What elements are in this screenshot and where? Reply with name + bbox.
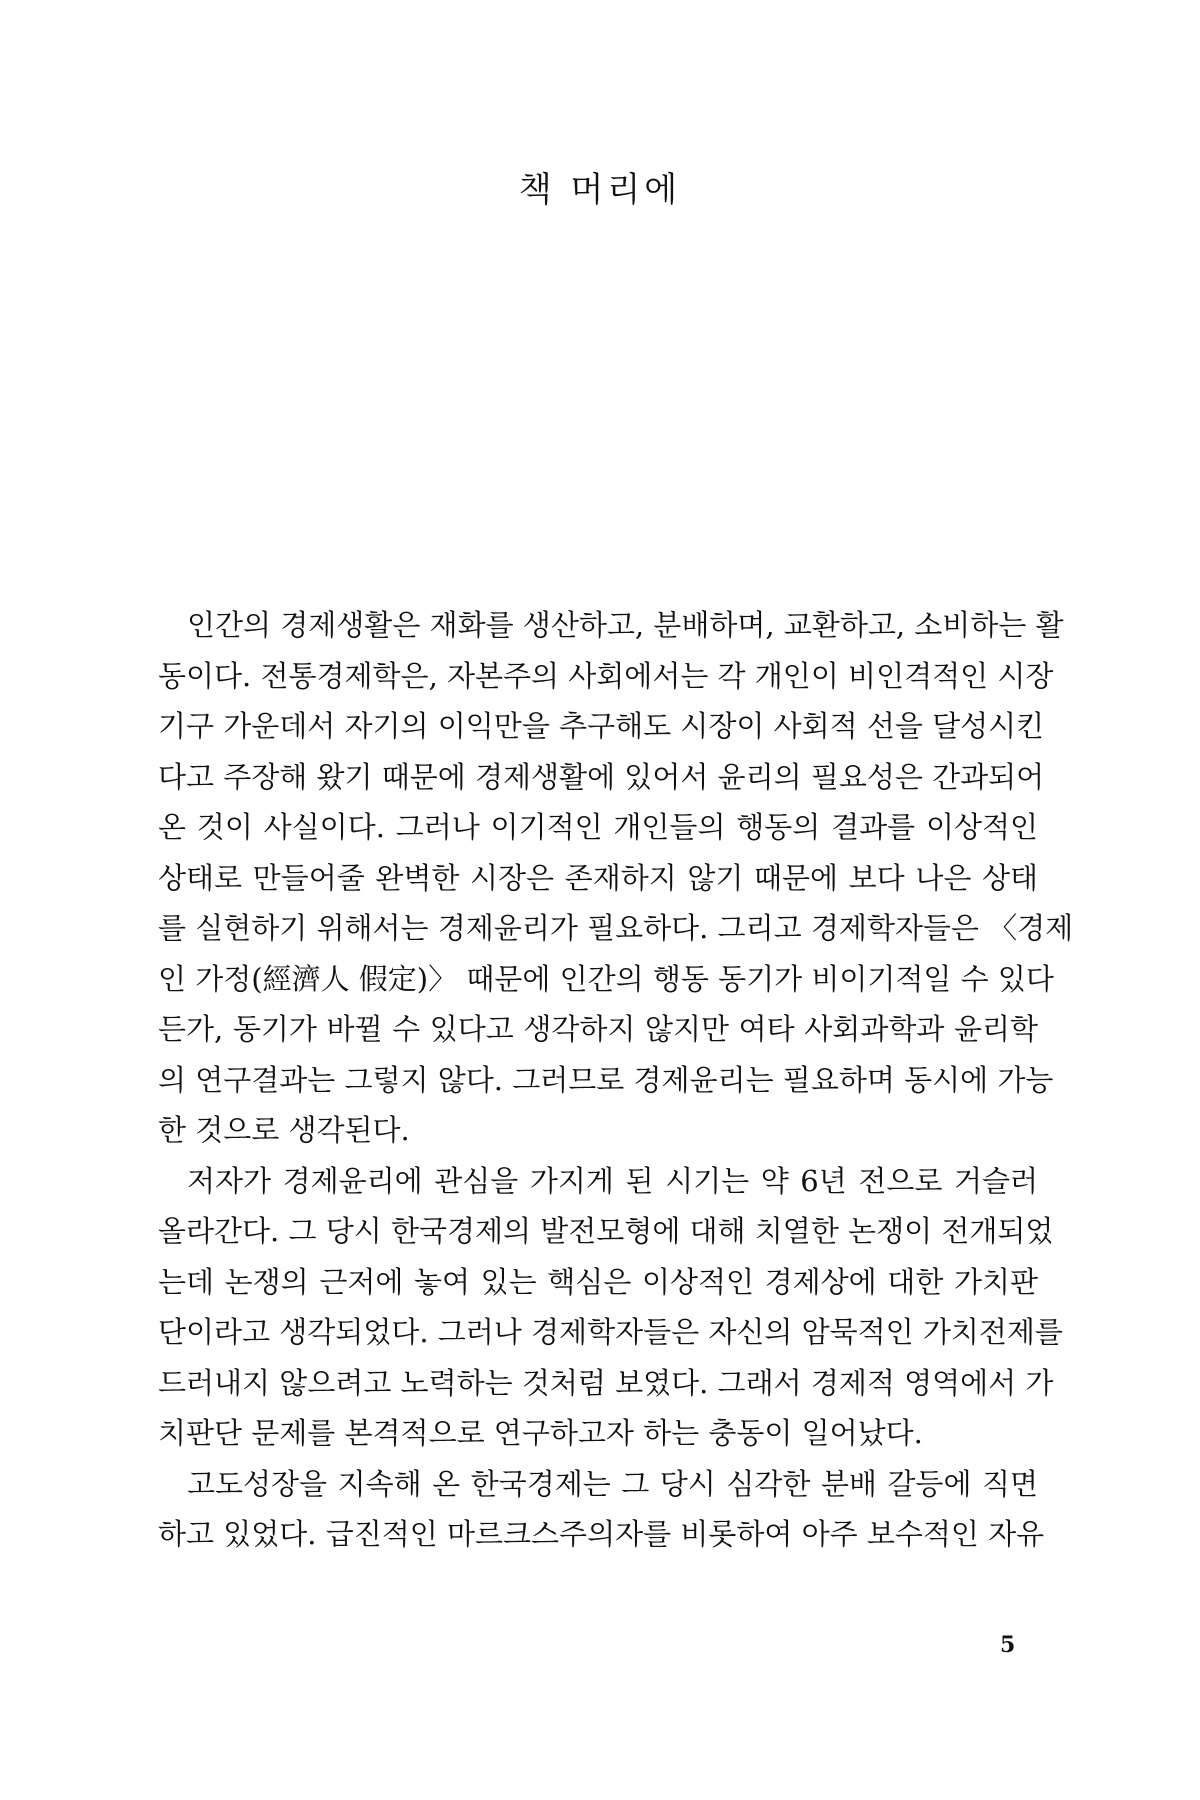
text-line: 는데 논쟁의 근저에 놓여 있는 핵심은 이상적인 경제상에 대한 가치판 [158,1264,1038,1299]
text-line: 동이다. 전통경제학은, 자본주의 사회에서는 각 개인이 비인격적인 시장 [158,658,1054,693]
paragraph-1 [158,600,1074,1156]
text-line: 온 것이 사실이다. 그러나 이기적인 개인들의 행동의 결과를 이상적인 [158,810,1038,844]
text-line: 저자가 경제윤리에 관심을 가지게 된 시기는 약 6년 전으로 거슬러 [187,1163,1038,1198]
text-line: 상태로 만들어줄 완벽한 시장은 존재하지 않기 때문에 보다 나은 상태 [158,860,1038,895]
text-line: 다고 주장해 왔기 때문에 경제생활에 있어서 윤리의 필요성은 간과되어 [158,759,1045,794]
page-number: 5 [1000,1632,1016,1658]
text-line: 한 것으로 생각된다. [158,1113,410,1147]
body-text [158,600,1074,1560]
chapter-title: 책 머리에 [518,170,682,210]
text-line: 를 실현하기 위해서는 경제윤리가 필요하다. 그리고 경제학자들은 〈경제 [158,911,1074,945]
text-line: 치판단 문제를 본격적으로 연구하고자 하는 충동이 일어났다. [158,1416,923,1450]
text-line: 기구 가운데서 자기의 이익만을 추구해도 시장이 사회적 선을 달성시킨 [158,709,1045,743]
paragraph-2 [158,1156,1063,1459]
text-line: 하고 있었다. 급진적인 마르크스주의자를 비롯하여 아주 보수적인 자유 [158,1517,1045,1551]
text-line: 올라간다. 그 당시 한국경제의 발전모형에 대해 치열한 논쟁이 전개되었 [158,1214,1054,1248]
text-line: 인간의 경제생활은 재화를 생산하고, 분배하며, 교환하고, 소비하는 활 [187,608,1064,642]
text-line: 단이라고 생각되었다. 그러나 경제학자들은 자신의 암묵적인 가치전제를 [158,1315,1063,1349]
text-line: 인 가정(經濟人 假定)〉 때문에 인간의 행동 동기가 비이기적일 수 있다 [158,961,1054,996]
text-line: 드러내지 않으려고 노력하는 것처럼 보였다. 그래서 경제적 영역에서 가 [158,1365,1054,1400]
paragraph-3 [158,1459,1045,1560]
text-line: 든가, 동기가 바뀔 수 있다고 생각하지 않지만 여타 사회과학과 윤리학 [158,1012,1038,1046]
text-line: 고도성장을 지속해 온 한국경제는 그 당시 심각한 분배 갈등에 직면 [187,1466,1038,1501]
text-line: 의 연구결과는 그렇지 않다. 그러므로 경제윤리는 필요하며 동시에 가능 [158,1062,1054,1097]
